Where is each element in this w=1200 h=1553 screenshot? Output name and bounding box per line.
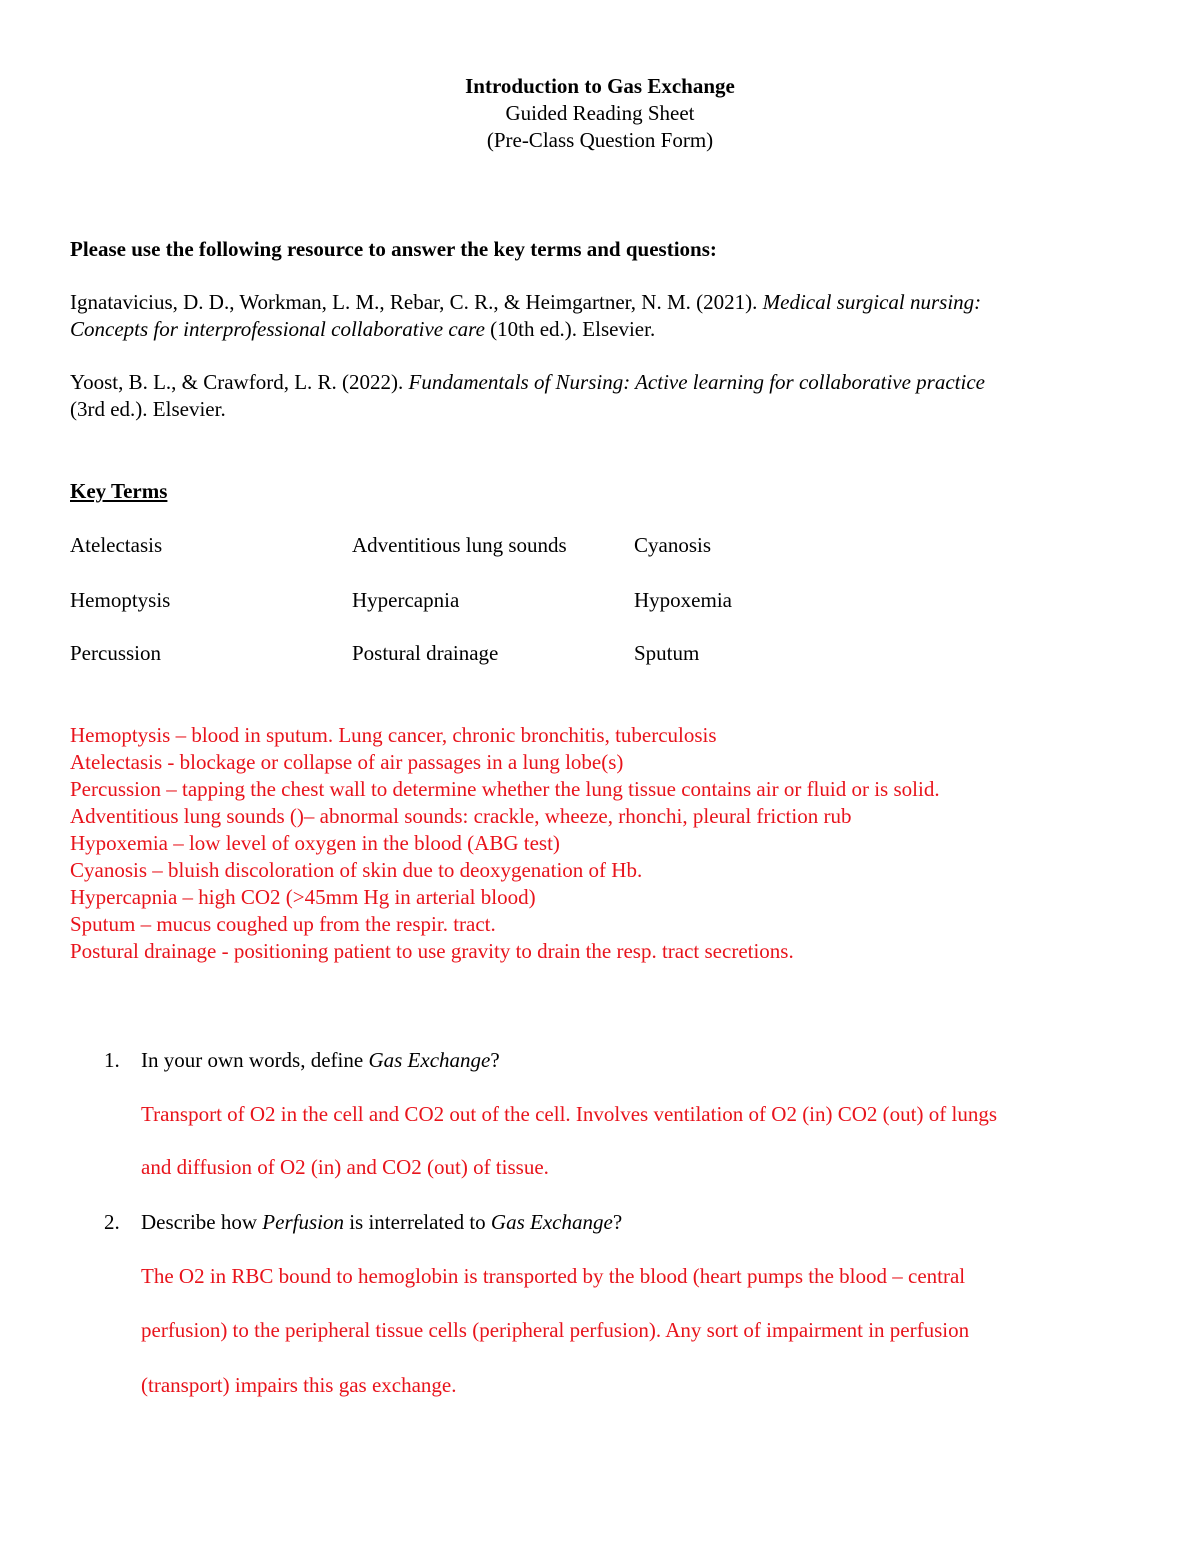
reference-1-title-part2: Concepts for interprofessional collaborative care — [70, 317, 485, 341]
reference-1-line-2 — [70, 316, 655, 342]
question-2-answer-line: The O2 in RBC bound to hemoglobin is transported by the blood (heart pumps the blood – central — [141, 1264, 966, 1288]
definition-line: Hemoptysis – blood in sputum. Lung cancer, chronic bronchitis, tuberculosis — [70, 723, 717, 747]
definition-line: Atelectasis - blockage or collapse of air passages in a lung lobe(s) — [70, 750, 624, 774]
question-1-suffix: ? — [490, 1048, 500, 1072]
form-label: (Pre-Class Question Form) — [486, 128, 714, 152]
definition-line: Hypoxemia – low level of oxygen in the blood (ABG test) — [70, 831, 560, 855]
question-2-answer-line: perfusion) to the peripheral tissue cells (peripheral perfusion). Any sort of impairment in perfusion — [141, 1318, 970, 1342]
key-term: Hypercapnia — [352, 588, 460, 612]
question-1-term: Gas Exchange — [368, 1048, 491, 1072]
definition-line: Sputum – mucus coughed up from the respir. tract. — [70, 912, 496, 936]
question-1-number: 1. — [104, 1048, 120, 1072]
question-2-answer-line: (transport) impairs this gas exchange. — [141, 1373, 457, 1397]
definition-line: Postural drainage - positioning patient to use gravity to drain the resp. tract secretions. — [70, 939, 794, 963]
key-term: Adventitious lung sounds — [352, 533, 567, 557]
reference-2-title: Fundamentals of Nursing: Active learning for collaborative practice — [408, 370, 985, 394]
question-1-prefix: In your own words, define — [141, 1048, 369, 1072]
question-2-suffix: ? — [612, 1210, 623, 1234]
key-term: Hemoptysis — [70, 588, 171, 612]
document-subtitle: Guided Reading Sheet — [505, 101, 695, 125]
reference-2-line-1 — [70, 369, 985, 395]
reference-2-tail: (3rd ed.). Elsevier. — [70, 397, 226, 421]
key-term: Sputum — [634, 641, 700, 665]
definition-line: Adventitious lung sounds ()– abnormal sounds: crackle, wheeze, rhonchi, pleural friction rub — [70, 804, 852, 828]
definition-line: Hypercapnia – high CO2 (>45mm Hg in arterial blood) — [70, 885, 536, 909]
reference-2-authors: Yoost, B. L., & Crawford, L. R. (2022). — [70, 370, 409, 394]
key-term: Cyanosis — [634, 533, 712, 557]
key-term: Hypoxemia — [634, 588, 732, 612]
reference-1-authors: Ignatavicius, D. D., Workman, L. M., Rebar, C. R., & Heimgartner, N. M. (2021). — [70, 290, 763, 314]
definition-line: Cyanosis – bluish discoloration of skin due to deoxygenation of Hb. — [70, 858, 643, 882]
question-2-prefix: Describe how — [141, 1210, 263, 1234]
question-1-text — [141, 1047, 500, 1073]
question-2-middle: is interrelated to — [343, 1210, 491, 1234]
question-2-term: Perfusion — [262, 1210, 344, 1234]
definition-line: Percussion – tapping the chest wall to determine whether the lung tissue contains air or fluid or is solid. — [70, 777, 940, 801]
reference-1-tail: (10th ed.). Elsevier. — [484, 317, 656, 341]
question-1-answer-line: Transport of O2 in the cell and CO2 out of the cell. Involves ventilation of O2 (in) CO2 (out) of lungs — [141, 1102, 998, 1126]
question-2-number: 2. — [104, 1210, 120, 1234]
reference-1-line-1 — [70, 289, 981, 315]
question-2-text — [141, 1209, 622, 1235]
reference-1-title-part1: Medical surgical nursing: — [762, 290, 982, 314]
key-term: Postural drainage — [352, 641, 499, 665]
key-term: Atelectasis — [70, 533, 163, 557]
question-2-term-2: Gas Exchange — [490, 1210, 613, 1234]
document-title: Introduction to Gas Exchange — [465, 74, 735, 98]
key-term: Percussion — [70, 641, 161, 665]
key-terms-heading: Key Terms — [70, 479, 168, 503]
resource-instruction: Please use the following resource to answer the key terms and questions: — [70, 237, 717, 261]
question-1-answer-line: and diffusion of O2 (in) and CO2 (out) of tissue. — [141, 1155, 549, 1179]
